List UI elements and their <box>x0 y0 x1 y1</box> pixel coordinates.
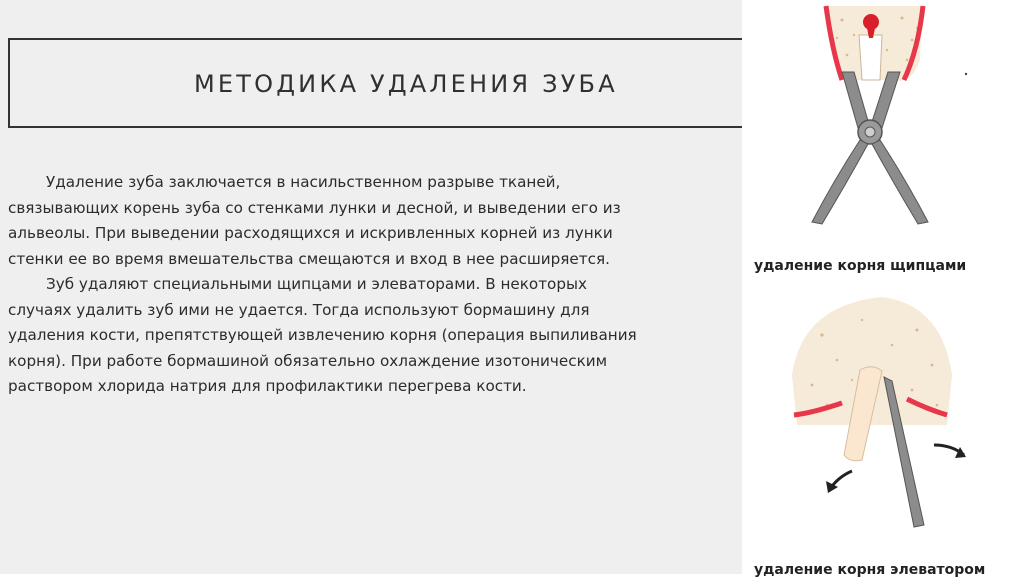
paragraph: Зуб удаляют специальными щипцами и элеваторами. В некоторых случаях удалить зуб ими не удается. Тогда используют бормашину для удаления кости, препятствующей извлечению корня (операция выпиливания корня). При работе бормашиной обязательно охлаждение изотоническим раствором хлорида натрия для профилактики перегрева кости. <box>8 275 637 395</box>
elevator-root-removal-icon <box>742 285 1024 557</box>
title-box <box>8 38 742 128</box>
body-text <box>8 170 648 400</box>
figure-caption: удаление корня щипцами <box>754 258 967 274</box>
elevator-figure <box>742 285 1024 578</box>
forceps-figure <box>742 0 1024 285</box>
forceps-root-removal-icon <box>742 0 1024 255</box>
figure-caption: удаление корня элеватором <box>754 562 986 578</box>
paragraph: Удаление зуба заключается в насильственном разрыве тканей, связывающих корень зуба со стенками лунки и десной, и выведении его из альвеолы. При выведении расходящихся и искривленных корней из лунки стенки ее во время вмешательства смещаются и вход в нее расширяется. <box>8 173 621 268</box>
slide-title: МЕТОДИКА УДАЛЕНИЯ ЗУБА <box>194 70 618 98</box>
